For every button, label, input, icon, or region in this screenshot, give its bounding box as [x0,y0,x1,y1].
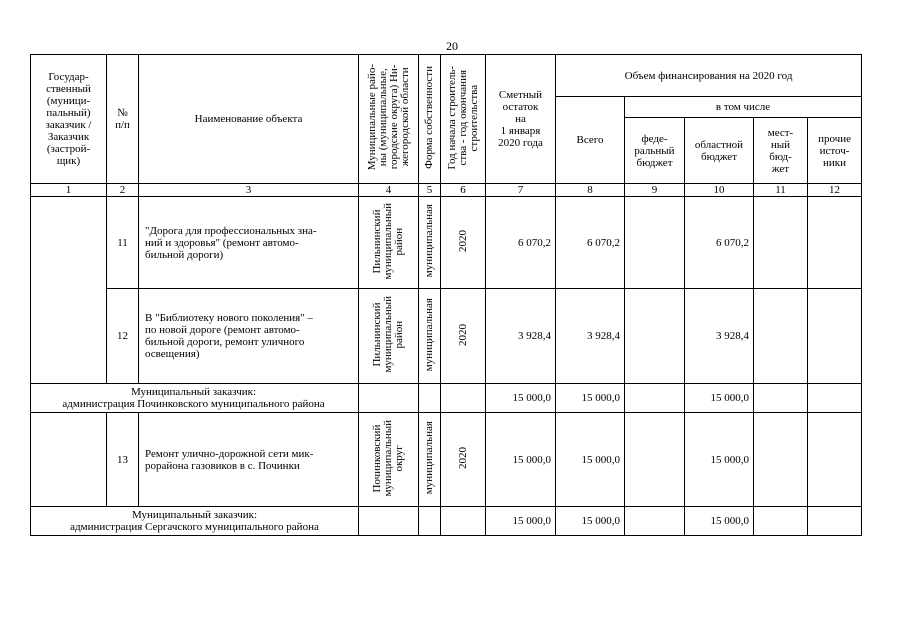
row-number: 13 [107,413,139,507]
federal-cell [625,289,685,384]
federal-cell [625,197,685,289]
header-ownership: Форма собственности [419,55,441,184]
federal-cell [625,384,685,413]
estimated-cell: 15 000,0 [486,384,556,413]
header-including: в том числе [625,97,862,118]
row-number: 12 [107,289,139,384]
local-cell [754,197,808,289]
other-cell [808,289,862,384]
header-regional: областной бюджет [685,118,754,184]
column-number: 6 [441,184,486,197]
column-number: 3 [139,184,359,197]
district-cell [359,384,419,413]
table-row [31,197,862,289]
other-cell [808,384,862,413]
regional-cell: 15 000,0 [685,507,754,536]
year-cell: 2020 [441,413,486,507]
subtotal-row [31,507,862,536]
customer-cell [31,413,107,507]
local-cell [754,289,808,384]
year-cell [441,384,486,413]
subtotal-row [31,384,862,413]
row-number: 11 [107,197,139,289]
subtotal-label: Муниципальный заказчик: администрация Починковского муниципального района [31,384,359,413]
other-cell [808,413,862,507]
table-row [31,289,862,384]
estimated-cell: 6 070,2 [486,197,556,289]
ownership-cell: муниципальная [419,413,441,507]
regional-cell: 6 070,2 [685,197,754,289]
column-number: 12 [808,184,862,197]
local-cell [754,507,808,536]
header-financing: Объем финансирования на 2020 год [556,55,862,97]
header-federal: феде- ральный бюджет [625,118,685,184]
year-cell: 2020 [441,289,486,384]
federal-cell [625,413,685,507]
total-cell: 15 000,0 [556,384,625,413]
local-cell [754,384,808,413]
total-cell: 15 000,0 [556,507,625,536]
ownership-cell [419,507,441,536]
customer-cell [31,197,107,384]
column-number: 8 [556,184,625,197]
year-cell: 2020 [441,197,486,289]
total-cell: 3 928,4 [556,289,625,384]
header-other: прочие источ- ники [808,118,862,184]
estimated-cell: 15 000,0 [486,413,556,507]
other-cell [808,197,862,289]
subtotal-label: Муниципальный заказчик: администрация Сергачского муниципального района [31,507,359,536]
column-number: 2 [107,184,139,197]
district-cell [359,507,419,536]
ownership-cell: муниципальная [419,197,441,289]
local-cell [754,413,808,507]
column-number: 7 [486,184,556,197]
page-number: 20 [446,39,458,53]
total-cell: 15 000,0 [556,413,625,507]
other-cell [808,507,862,536]
column-number: 5 [419,184,441,197]
header-total: Всего [556,97,625,184]
header-years: Год начала строитель- ства - год окончания строительства [441,55,486,184]
header-estimated: Сметный остаток на 1 января 2020 года [486,55,556,184]
estimated-cell: 3 928,4 [486,289,556,384]
regional-cell: 3 928,4 [685,289,754,384]
regional-cell: 15 000,0 [685,384,754,413]
district-cell: Починковский муниципальный округ [359,413,419,507]
ownership-cell [419,384,441,413]
column-number: 11 [754,184,808,197]
total-cell: 6 070,2 [556,197,625,289]
header-customer: Государ- ственный (муници- пальный) заказчик / Заказчик (застрой- щик) [31,55,107,184]
table-row [31,413,862,507]
object-name: "Дорога для профессиональных зна- ний и здоровья" (ремонт автомо- бильной дороги) [139,197,359,289]
year-cell [441,507,486,536]
header-local: мест- ный бюд- жет [754,118,808,184]
object-name: Ремонт улично-дорожной сети мик- рорайона газовиков в с. Починки [139,413,359,507]
column-number: 4 [359,184,419,197]
header-object-name: Наименование объекта [139,55,359,184]
header-num: № п/п [107,55,139,184]
district-cell: Пильнинский муниципальный район [359,289,419,384]
column-number: 9 [625,184,685,197]
ownership-cell: муниципальная [419,289,441,384]
column-number: 10 [685,184,754,197]
federal-cell [625,507,685,536]
estimated-cell: 15 000,0 [486,507,556,536]
regional-cell: 15 000,0 [685,413,754,507]
header-district: Муниципальные райо- ны (муниципальные, городские округа) Ни- жегородской области [359,55,419,184]
financing-table [30,54,862,536]
district-cell: Пильнинский муниципальный район [359,197,419,289]
column-number: 1 [31,184,107,197]
object-name: В "Библиотеку нового поколения" – по новой дороге (ремонт автомо- бильной дороги, ремонт уличного освещения) [139,289,359,384]
